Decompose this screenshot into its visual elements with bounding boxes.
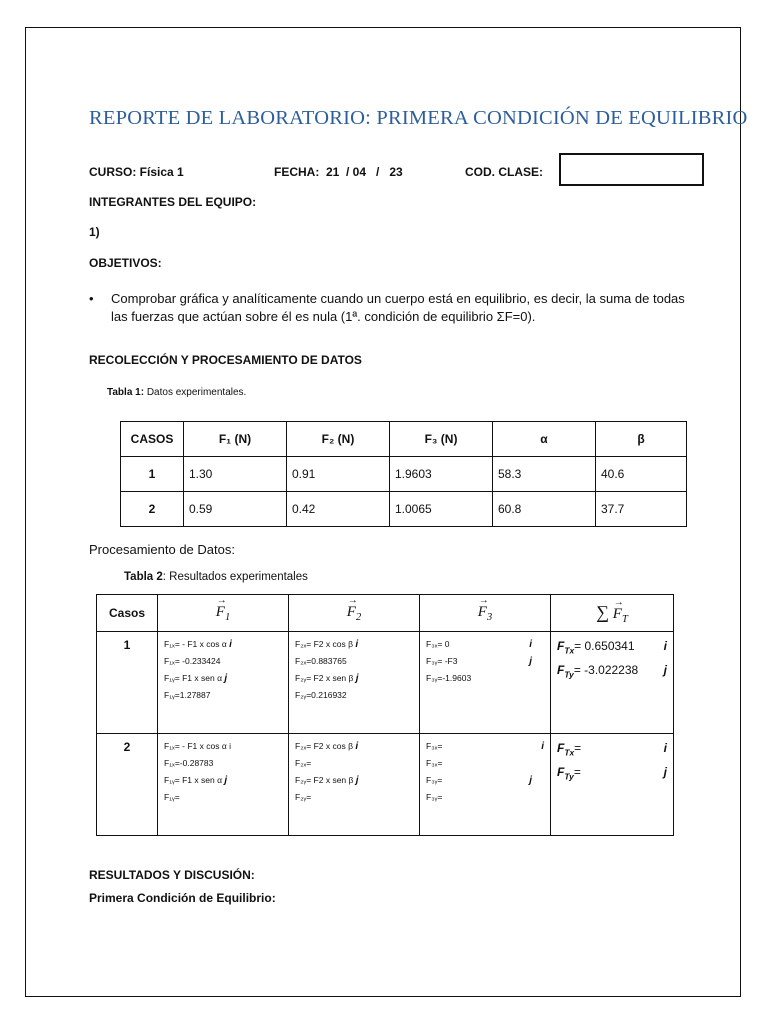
table-cell: 1.30 [184,457,287,492]
f3-cell: F₃ₓ= i F₃ₓ= F₃ᵧ= j F₃ᵧ= [420,734,551,836]
table-header-row [121,422,687,457]
tabla2-caption: Tabla 2: Resultados experimentales [124,571,308,583]
table-cell: 58.3 [493,457,596,492]
col-header-f3: → $F_3$ [420,595,551,632]
table-cell: 2 [121,492,184,527]
f2-cell: F₂ₓ= F2 x cos β i F₂ₓ= F₂ᵧ= F2 x sen β j F₂ᵧ= [289,734,420,836]
primera-condicion-label: Primera Condición de Equilibrio: [89,891,276,905]
objetivos-label: OBJETIVOS: [89,256,162,270]
sum-cell: $F_{Tx}= 0.650341$ i $F_{Ty}= -3.022238$ j [551,632,674,734]
table-cell: 1.0065 [390,492,493,527]
col-header: F₁ (N) [184,422,287,457]
cod-clase-label: COD. CLASE: [465,165,543,179]
table-cell: 0.91 [287,457,390,492]
report-title: REPORTE DE LABORATORIO: PRIMERA CONDICIÓN DE EQUILIBRIO [89,107,748,129]
col-header: α [493,422,596,457]
tabla2 [96,594,674,836]
cod-clase-input[interactable] [559,153,704,186]
recoleccion-label: RECOLECCIÓN Y PROCESAMIENTO DE DATOS [89,353,362,367]
table-cell: 1.9603 [390,457,493,492]
table-row [97,632,674,734]
table-row [121,457,687,492]
table-cell: 60.8 [493,492,596,527]
caso-cell: 2 [97,734,158,836]
f1-cell: F₁ₓ= - F1 x cos α i F₁ₓ=-0.28783 F₁ᵧ= F1 x sen α j F₁ᵧ= [158,734,289,836]
col-header-sum: ∑ → $F_T$ [551,595,674,632]
col-header-f2: → $F_2$ [289,595,420,632]
caso-cell: 1 [97,632,158,734]
tabla1-caption: Tabla 1: Datos experimentales. [107,387,247,398]
f2-cell: F₂ₓ= F2 x cos β i F₂ₓ=0.883765 F₂ᵧ= F2 x sen β j F₂ᵧ=0.216932 [289,632,420,734]
col-header-casos: Casos [97,595,158,632]
col-header: CASOS [121,422,184,457]
resultados-label: RESULTADOS Y DISCUSIÓN: [89,868,255,882]
col-header: F₂ (N) [287,422,390,457]
table-cell: 0.59 [184,492,287,527]
table-header-row [97,595,674,632]
col-header: F₃ (N) [390,422,493,457]
integrante-1: 1) [89,225,100,239]
sum-cell: $F_{Tx}=$ i $F_{Ty}=$ j [551,734,674,836]
procesamiento-label: Procesamiento de Datos: [89,542,235,557]
integrantes-label: INTEGRANTES DEL EQUIPO: [89,195,257,209]
fecha-label: FECHA: 21 / 04 / 23 [274,165,403,179]
col-header-f1: → $F_1$ [158,595,289,632]
f1-cell: F₁ₓ= - F1 x cos α i F₁ₓ= -0.233424 F₁ᵧ= F1 x sen α j F₁ᵧ=1.27887 [158,632,289,734]
table-cell: 1 [121,457,184,492]
table-row [121,492,687,527]
bullet: • [89,291,94,306]
objetivo-text: Comprobar gráfica y analíticamente cuando un cuerpo está en equilibrio, es decir, la suma de todas las fuerzas que actúan sobre él es nula (1ª. condición de equilibrio ΣF=0). [111,291,685,324]
table-cell: 40.6 [596,457,687,492]
f3-cell: F₃ₓ= 0 i F₃ᵧ= -F3 j F₃ᵧ=-1.9603 [420,632,551,734]
col-header: β [596,422,687,457]
curso-label: CURSO: Física 1 [89,165,184,179]
tabla1 [120,421,687,527]
table-row [97,734,674,836]
table-cell: 37.7 [596,492,687,527]
table-cell: 0.42 [287,492,390,527]
